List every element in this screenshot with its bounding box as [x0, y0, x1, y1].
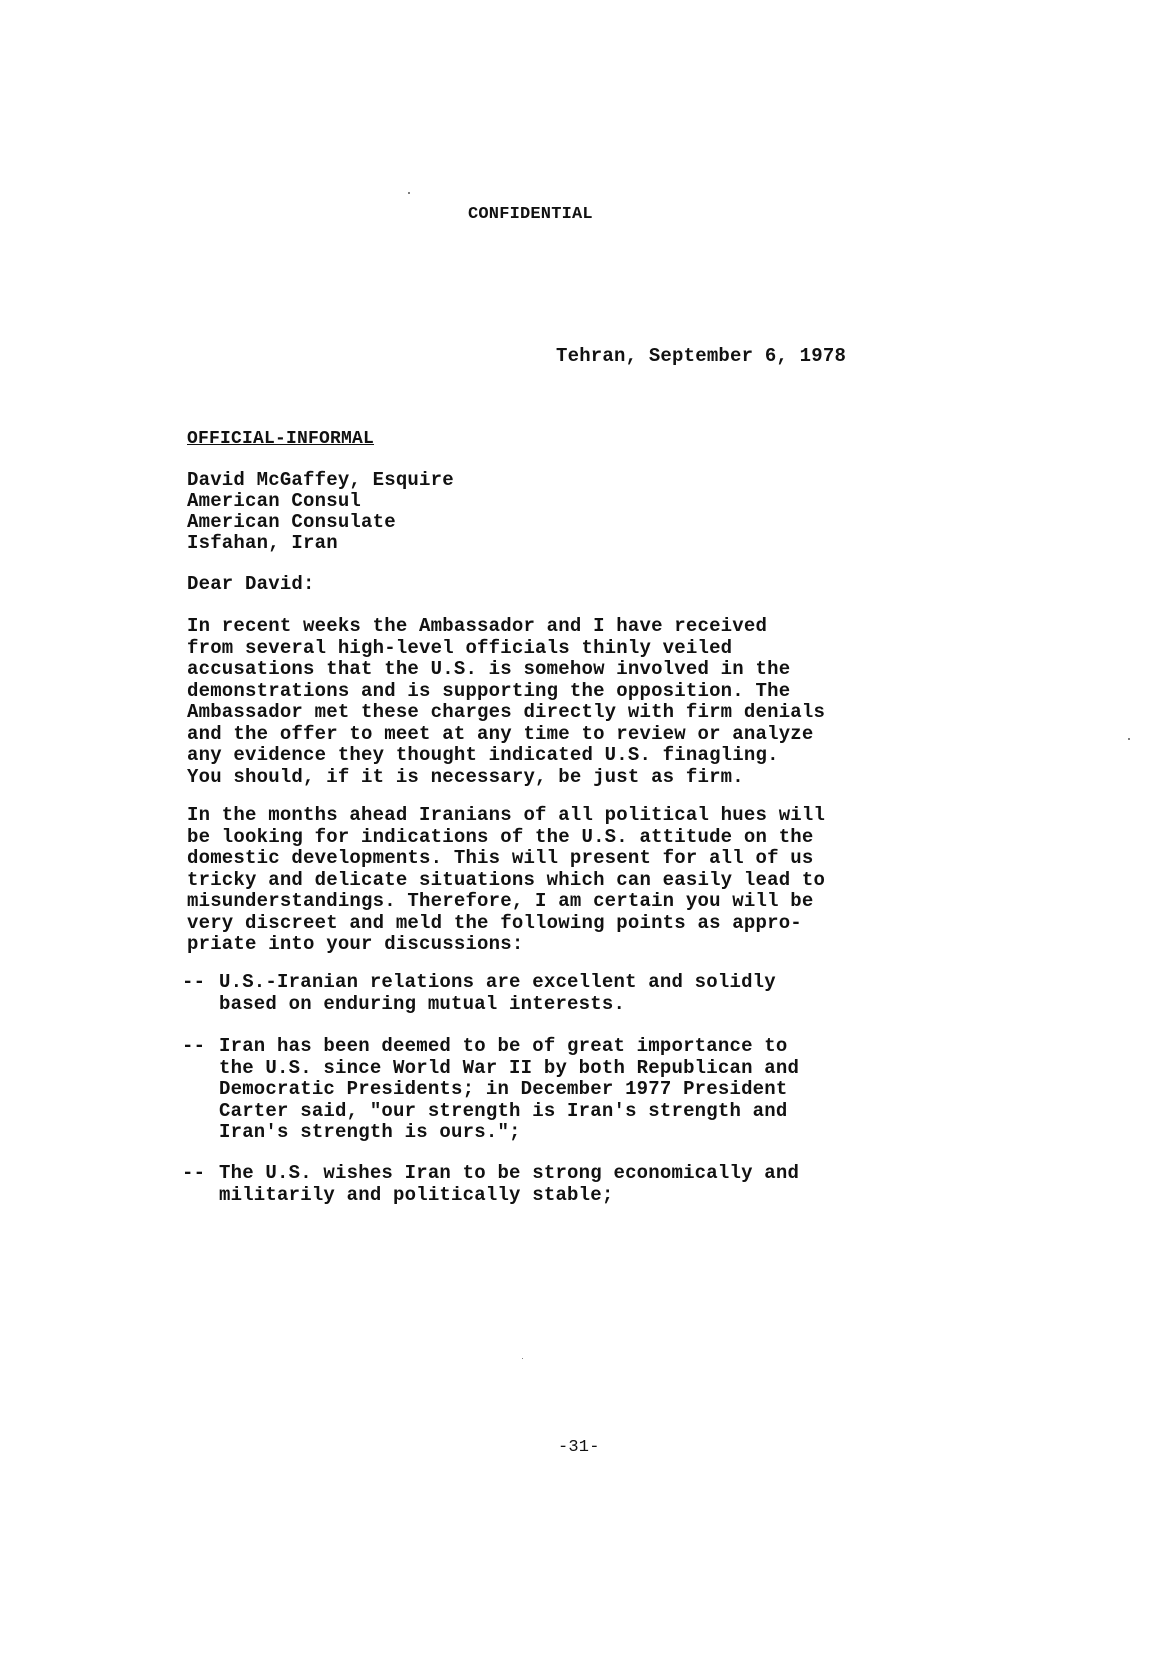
official-informal-label: OFFICIAL-INFORMAL — [187, 429, 375, 449]
recipient-location: Isfahan, Iran — [187, 532, 338, 554]
paragraph-2: In the months ahead Iranians of all political hues will be looking for indications of the U.S. attitude on the domestic developments. This will present for all of us tricky and delicate situations which can easily lead to misunderstandings. Therefore, I am certain you will be very discreet and meld the following points as appro- priate into your discussions: — [187, 804, 826, 955]
bullet-dash: -- — [182, 1035, 206, 1057]
scan-speck — [408, 192, 410, 194]
paragraph-1: In recent weeks the Ambassador and I have received from several high-level officials thinly veiled accusations that the U.S. is somehow involved in the demonstrations and is supporting the opposition. The Ambassador met these charges directly with firm denials and the offer to meet at any time to review or analyze any evidence they thought indicated U.S. finagling. You should, if it is necessary, be just as firm. — [187, 615, 826, 788]
scan-speck — [1128, 738, 1130, 740]
scan-speck — [522, 1358, 523, 1359]
dateline: Tehran, September 6, 1978 — [556, 345, 847, 367]
classification-marking: CONFIDENTIAL — [468, 205, 593, 224]
recipient-name: David McGaffey, Esquire — [187, 469, 454, 491]
bullet-text: U.S.-Iranian relations are excellent and solidly based on enduring mutual interests. — [219, 971, 776, 1015]
bullet-dash: -- — [182, 971, 206, 993]
recipient-title: American Consul — [187, 490, 362, 512]
bullet-dash: -- — [182, 1162, 206, 1184]
bullet-text: The U.S. wishes Iran to be strong economically and militarily and politically stable; — [219, 1162, 800, 1206]
page-number: -31- — [558, 1438, 600, 1457]
salutation: Dear David: — [187, 573, 315, 595]
bullet-text: Iran has been deemed to be of great importance to the U.S. since World War II by both Republican and Democratic Presidents; in December 1977 President Carter said, "our strength is Iran's strength and Iran's strength is ours."; — [219, 1035, 800, 1143]
recipient-office: American Consulate — [187, 511, 396, 533]
